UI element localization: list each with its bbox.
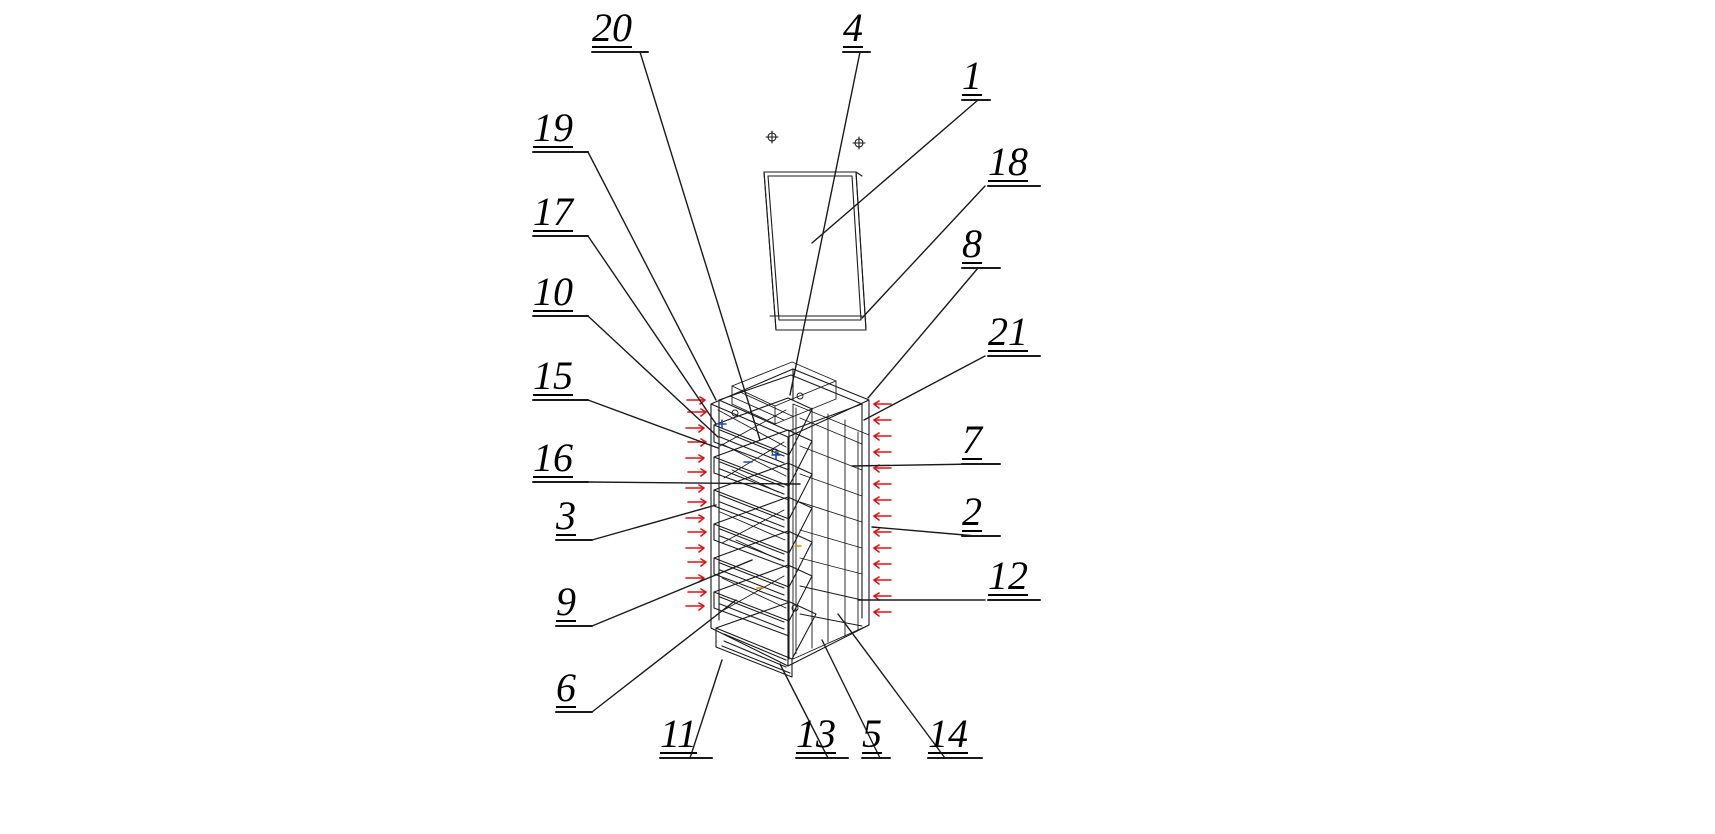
red-hatch-left [686,397,706,610]
fastener-marks [766,131,865,149]
callout-leader-lines [588,52,985,758]
callout-label-8: 8 [962,221,982,266]
callout-underlines [533,52,1040,758]
callout-label-7: 7 [962,417,982,462]
callout-label-4: 4 [843,5,863,50]
callout-label-1: 1 [962,53,982,98]
callout-label-6: 6 [556,665,576,710]
callout-label-12: 12 [988,553,1028,598]
callout-label-9: 9 [556,579,576,624]
callout-label-16: 16 [533,435,573,480]
callout-label-18: 18 [988,139,1028,184]
callout-label-17: 17 [533,189,573,234]
callout-label-15: 15 [533,353,573,398]
red-hatch-right [874,401,891,616]
callout-label-13: 13 [796,711,836,756]
callout-label-5: 5 [862,711,882,756]
callout-label-11: 11 [660,711,698,756]
callout-label-21: 21 [988,309,1028,354]
blue-detail-marks [718,420,780,462]
callout-label-19: 19 [533,105,573,150]
top-cover-panel [764,172,866,330]
right-side-panel [793,404,869,659]
callout-label-10: 10 [533,269,573,314]
callout-label-14: 14 [928,711,968,756]
callout-label-2: 2 [962,489,982,534]
callout-label-20: 20 [592,5,632,50]
shelf-modules [714,398,816,677]
callout-label-3: 3 [556,493,576,538]
